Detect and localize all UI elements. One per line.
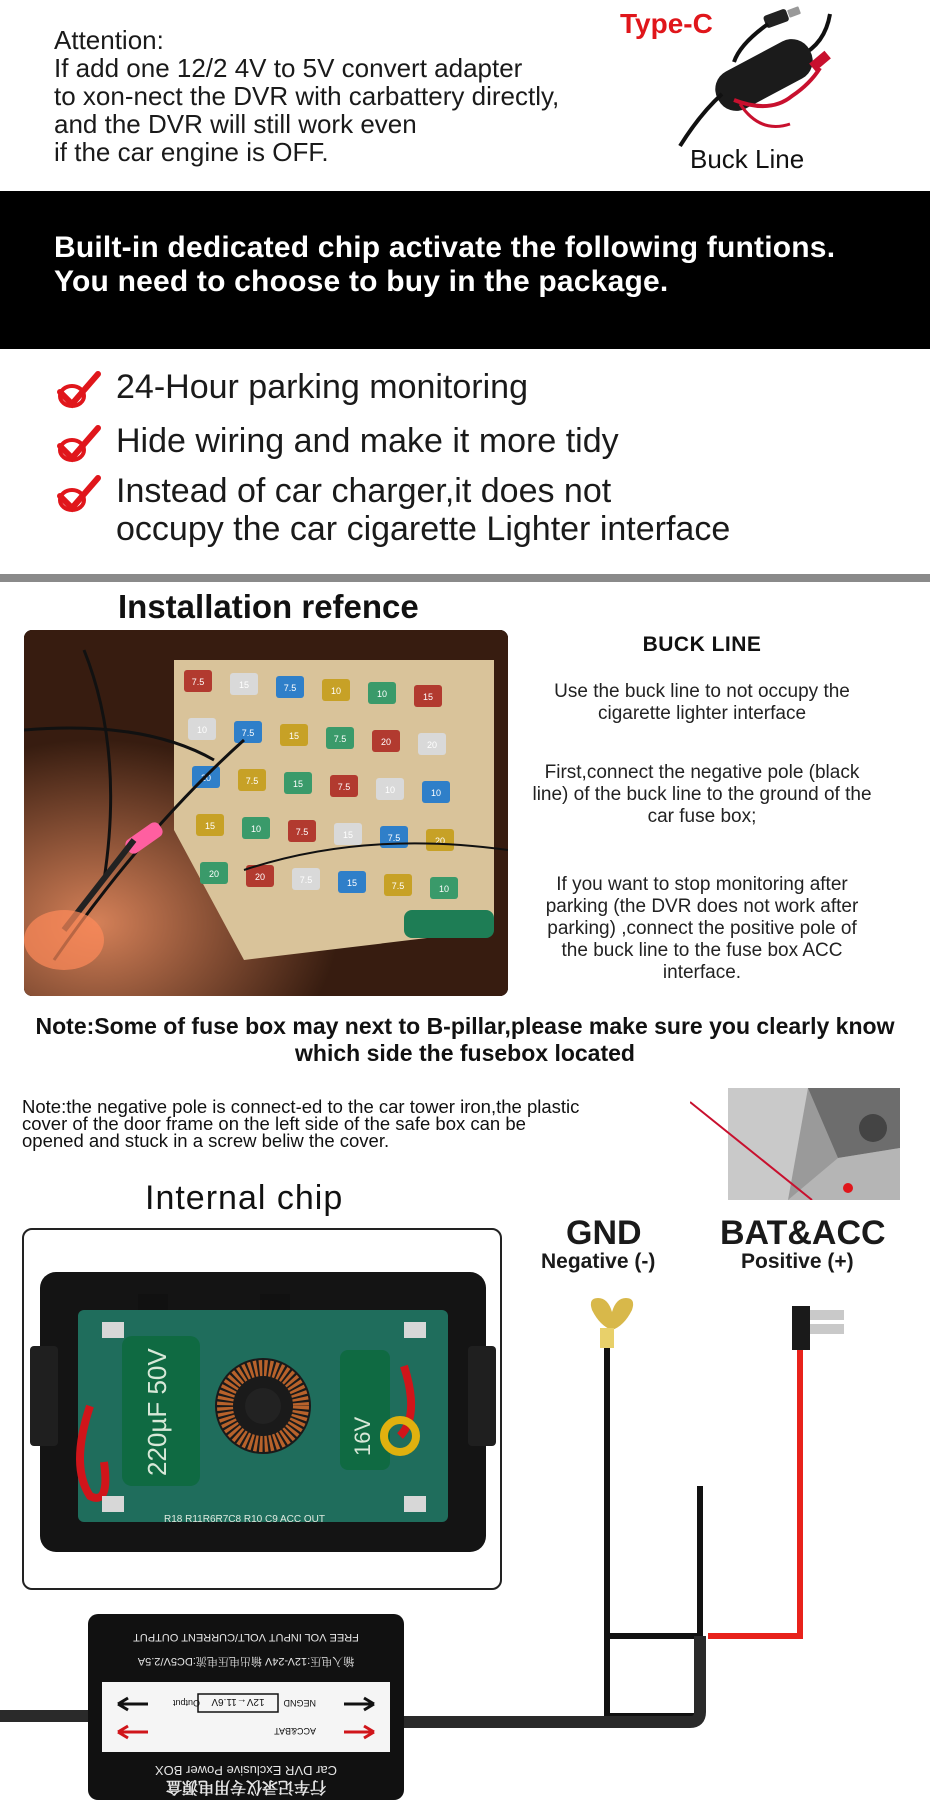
internal-chip-heading: Internal chip <box>145 1179 344 1217</box>
fuse-label: 10 <box>330 686 342 696</box>
fuse-label: 10 <box>196 725 208 735</box>
buck-line-heading: BUCK LINE <box>642 633 762 656</box>
power-box-line: 输入电压:12V-24V 输出电压电流:DC5V/2.5A <box>137 1655 355 1667</box>
attention-line: if the car engine is OFF. <box>54 137 329 167</box>
pointer-line <box>690 1100 840 1200</box>
fuse-label: 10 <box>430 788 442 798</box>
fuse-label: 7.5 <box>337 782 351 792</box>
buck-paragraph: If you want to stop monitoring after parking (the DVR does not work after parking) ,connect the positive pole of the buck line to the fuse box ACC interface. <box>545 874 859 983</box>
power-box-line: Car DVR Exclusive Power BOX <box>154 1763 338 1778</box>
bat-acc-title: BAT&ACC <box>720 1214 886 1252</box>
capacitor-right-label: 16V <box>350 1416 375 1456</box>
gnd-subtitle: Negative (-) <box>541 1250 656 1273</box>
power-box-voltage-label: 12V←11.6V <box>211 1696 265 1707</box>
fuse-box-image <box>24 630 508 996</box>
gnd-title: GND <box>566 1214 642 1252</box>
feature-text: Hide wiring and make it more tidy <box>116 422 619 460</box>
fuse-label: 15 <box>288 731 300 741</box>
fuse-label: 15 <box>346 878 358 888</box>
feature-text: 24-Hour parking monitoring <box>116 368 528 406</box>
buck-line-caption: Buck Line <box>690 144 805 174</box>
feature-text: occupy the car cigarette Lighter interface <box>116 510 731 548</box>
buck-paragraph: First,connect the negative pole (black line) of the buck line to the ground of the car fuse box; <box>532 762 872 827</box>
note-line: Note:the negative pole is connect-ed to the car tower iron,the plastic <box>22 1096 580 1117</box>
power-box-gnd-label: NEGND <box>283 1698 316 1708</box>
fuse-label: 7.5 <box>245 776 259 786</box>
fuse-label: 10 <box>376 689 388 699</box>
fuse-label: 7.5 <box>391 881 405 891</box>
feature-banner <box>0 191 930 349</box>
attention-note <box>54 26 559 166</box>
attention-line: and the DVR will still work even <box>54 109 417 139</box>
fuse-label: 10 <box>438 884 450 894</box>
note-line: cover of the door frame on the left side of the safe box can be <box>22 1113 526 1134</box>
power-box-acc-label: ACC&BAT <box>274 1726 316 1736</box>
banner-line: Built-in dedicated chip activate the following funtions. <box>54 231 836 264</box>
power-box-line: 行车记录仪专用电源盒 <box>165 1778 327 1795</box>
fuse-label: 7.5 <box>283 683 297 693</box>
fuse-label: 15 <box>292 779 304 789</box>
fuse-label: 10 <box>250 824 262 834</box>
fuse-label: 7.5 <box>387 833 401 843</box>
attention-line: If add one 12/2 4V to 5V convert adapter <box>54 53 523 83</box>
fuse-label: 15 <box>204 821 216 831</box>
pcb-label: R18 R11R6R7C8 R10 C9 ACC OUT <box>164 1514 325 1525</box>
fuse-box-location-note: Note:Some of fuse box may next to B-pillar,please make sure you clearly know which side the fusebox located <box>35 1013 895 1066</box>
fuse-label: 20 <box>426 740 438 750</box>
power-box-output-label: Output <box>172 1698 200 1708</box>
attention-line: to xon-nect the DVR with carbattery directly, <box>54 81 560 111</box>
fuse-label: 10 <box>384 785 396 795</box>
checkmark-icon <box>54 370 102 410</box>
fuse-label: 20 <box>380 737 392 747</box>
fuse-label: 7.5 <box>333 734 347 744</box>
power-box-line: FREE VOL INPUT VOLT/CURRENT OUTPUT <box>133 1631 359 1643</box>
fuse-box-photo <box>24 630 508 996</box>
fuse-label: 7.5 <box>295 827 309 837</box>
fuse-label: 20 <box>200 773 212 783</box>
fuse-label: 15 <box>422 692 434 702</box>
power-box-image <box>88 1614 404 1800</box>
fuse-label: 7.5 <box>241 728 255 738</box>
capacitor-left-label: 220µF 50V <box>142 1348 172 1476</box>
installation-heading: Installation refence <box>118 588 419 625</box>
fuse-label: 7.5 <box>191 677 205 687</box>
fuse-label: 7.5 <box>299 875 313 885</box>
type-c-label: Type-C <box>620 8 713 39</box>
note-line: opened and stuck in a screw beliw the cover. <box>22 1130 390 1151</box>
buck-paragraph: Use the buck line to not occupy the cigarette lighter interface <box>554 681 850 724</box>
banner-line: You need to choose to buy in the package. <box>54 265 669 298</box>
negative-pole-note <box>22 1098 712 1149</box>
fuse-label: 15 <box>238 680 250 690</box>
checkmark-icon <box>54 424 102 464</box>
attention-line: Attention: <box>54 25 164 55</box>
section-divider <box>0 574 930 582</box>
fuse-label: 20 <box>208 869 220 879</box>
feature-text: Instead of car charger,it does not <box>116 472 612 510</box>
fuse-label: 20 <box>254 872 266 882</box>
fuse-label: 20 <box>434 836 446 846</box>
checkmark-icon <box>54 474 102 514</box>
bat-acc-subtitle: Positive (+) <box>741 1250 854 1273</box>
fuse-label: 15 <box>342 830 354 840</box>
